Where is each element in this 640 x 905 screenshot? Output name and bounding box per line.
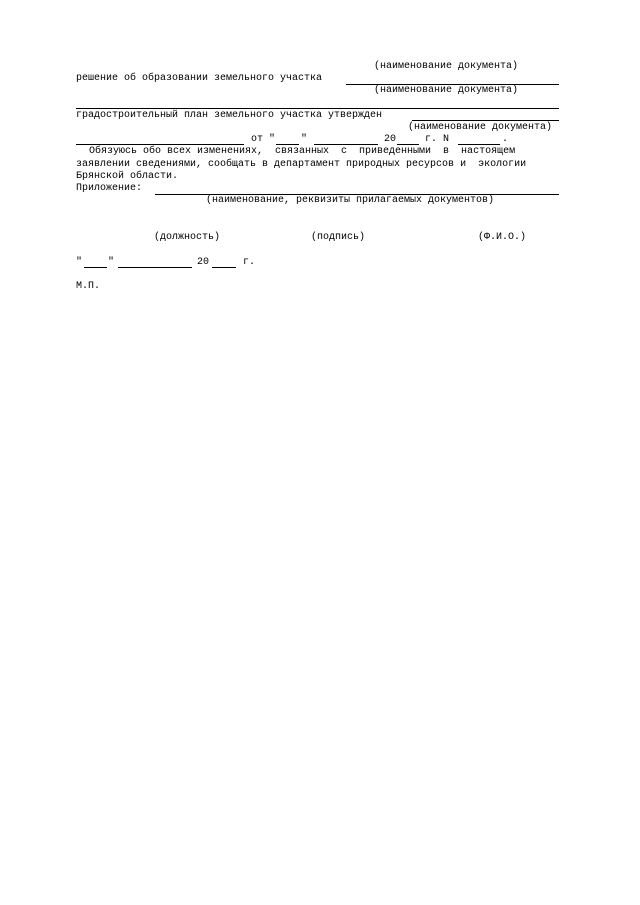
day-quote-close: " — [301, 134, 308, 145]
stamp-label: М.П. — [76, 281, 101, 292]
attachment-label: Приложение: — [76, 183, 143, 194]
caption-document-name-2: (наименование документа) — [374, 85, 519, 96]
caption-full-name: (Ф.И.О.) — [478, 232, 527, 243]
approval-year-field[interactable] — [397, 144, 419, 145]
caption-signature: (подпись) — [311, 232, 366, 243]
date-year-prefix: 20 — [197, 257, 210, 268]
approval-period: . — [502, 134, 509, 145]
date-quote-close: " — [108, 257, 115, 268]
commitment-line-2: заявлении сведениями, сообщать в департамент природных ресурсов и экологии — [76, 159, 527, 170]
date-quote-open: " — [76, 257, 83, 268]
date-from-label: от " — [251, 134, 276, 145]
approval-day-field[interactable] — [276, 144, 299, 145]
caption-document-name-3: (наименование документа) — [408, 122, 553, 133]
blank-line-field[interactable] — [76, 108, 559, 109]
date-year-field[interactable] — [212, 267, 236, 268]
year-prefix: 20 — [384, 134, 397, 145]
plan-approver-field[interactable] — [412, 120, 559, 121]
approval-document-field[interactable] — [76, 144, 244, 145]
date-day-field[interactable] — [84, 267, 107, 268]
decision-label: решение об образовании земельного участка — [76, 73, 323, 84]
commitment-line-3: Брянской области. — [76, 171, 179, 182]
plan-label: градостроительный план земельного участка утвержден — [76, 110, 383, 121]
caption-attachment: (наименование, реквизиты прилагаемых документов) — [206, 195, 495, 206]
approval-month-field[interactable] — [314, 144, 378, 145]
date-year-suffix: г. — [243, 257, 256, 268]
year-number-label: г. N — [425, 134, 450, 145]
caption-position: (должность) — [154, 232, 221, 243]
caption-document-name-1: (наименование документа) — [374, 61, 519, 72]
commitment-line-1: Обязуюсь обо всех изменениях, связанных с приведенными в настоящем — [89, 146, 516, 157]
approval-number-field[interactable] — [458, 144, 500, 145]
date-month-field[interactable] — [118, 267, 192, 268]
